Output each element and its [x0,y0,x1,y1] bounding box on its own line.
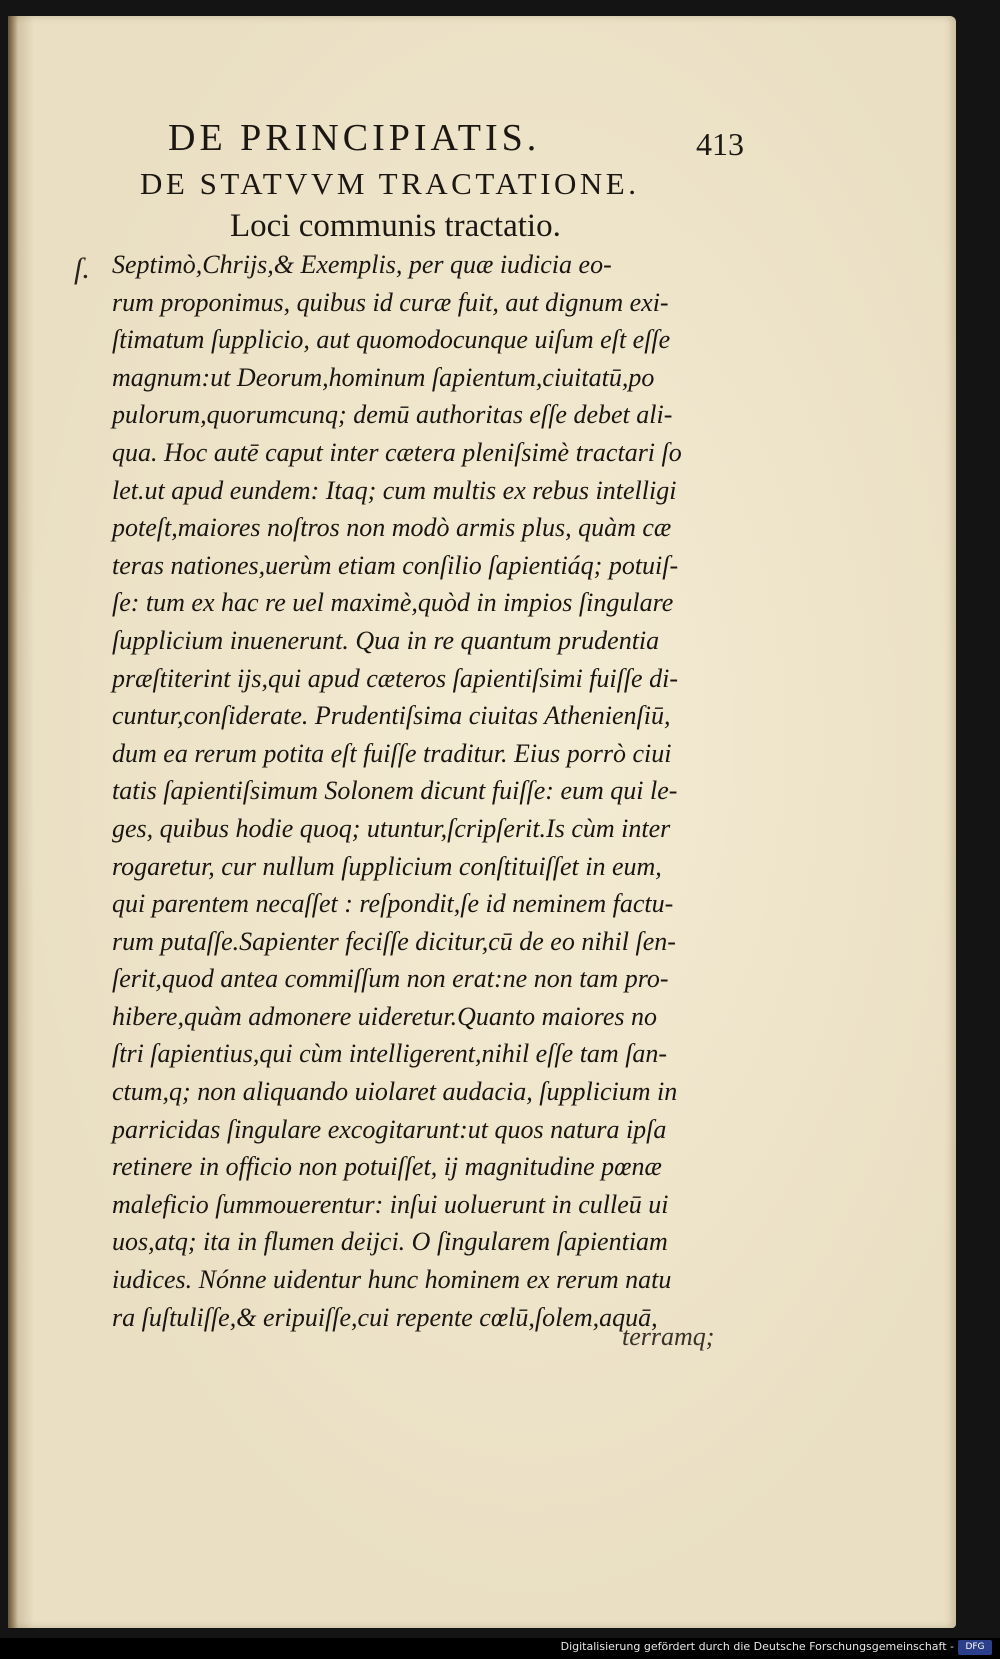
text-line: rum proponimus, quibus id curæ fuit, aut dignum exi- [112,287,669,317]
catchword: terramq; [622,1322,715,1351]
running-head [0,110,1000,170]
running-title: DE PRINCIPIATIS. [168,117,541,159]
text-line: maleficio ſummouerentur: inſui uoluerunt in culleū ui [112,1189,669,1219]
footer-credit: Digitalisierung gefördert durch die Deutsche Forschungsgemeinschaft - [560,1640,954,1653]
text-line: hibere,quàm admonere uideretur.Quanto maiores no [112,1001,657,1031]
text-line: magnum:ut Deorum,hominum ſapientum,ciuitatū,po [112,362,655,392]
text-line: teras nationes,uerùm etiam conſilio ſapientiáq; potuiſ- [112,550,679,580]
body-text [112,246,752,1336]
text-line: ſerit,quod antea commiſſum non erat:ne non tam pro- [112,964,669,994]
text-line: qua. Hoc autē caput inter cætera pleniſsimè tractari ſo [112,437,682,467]
text-line: ſe: tum ex hac re uel maximè,quòd in impios ſingulare [112,588,674,618]
page-number: 413 [696,126,744,162]
text-line: ſupplicium inuenerunt. Qua in re quantum prudentia [112,625,660,655]
text-line: rogaretur, cur nullum ſupplicium conſtituiſſet in eum, [112,851,662,881]
text-line: uos,atq; ita in flumen deijci. O ſingularem ſapientiam [112,1227,668,1257]
section-subtitle: Loci communis tractatio. [230,208,561,244]
page-spine-shadow [8,16,18,1628]
text-line: poteſt,maiores noſtros non modò armis plus, quàm cæ [112,513,672,543]
text-line: præſtiterint ijs,qui apud cæteros ſapientiſsimi fuiſſe di- [112,663,678,693]
text-line: rum putaſſe.Sapienter feciſſe dicitur,cū de eo nihil ſen- [112,926,676,956]
text-line: cuntur,conſiderate. Prudentiſsima ciuitas Athenienſiū, [112,701,671,731]
text-line: ctum,q; non aliquando uiolaret audacia, ſupplicium in [112,1077,678,1107]
text-line: iudices. Nónne uidentur hunc hominem ex rerum natu [112,1265,672,1295]
text-line: dum ea rerum potita eſt fuiſſe traditur. Eius porrò ciui [112,738,672,768]
text-line: ra ſuſtuliſſe,& eripuiſſe,cui repente cœlū,ſolem,aquā, [112,1302,658,1332]
text-line: ſtimatum ſupplicio, aut quomodocunque uiſum eſt eſſe [112,325,671,355]
text-line: pulorum,quorumcunq; demū authoritas eſſe debet ali- [112,400,673,430]
footer-bar [0,1638,1000,1659]
text-line: tatis ſapientiſsimum Solonem dicunt fuiſſe: eum qui le- [112,776,678,806]
dfg-logo-badge: DFG [958,1640,992,1655]
text-line: retinere in officio non potuiſſet, ij magnitudine pœnæ [112,1152,662,1182]
text-line: qui parentem necaſſet : reſpondit,ſe id neminem factu- [112,889,674,919]
text-line: parricidas ſingulare excogitarunt:ut quos natura ipſa [112,1114,667,1144]
text-line: ges, quibus hodie quoq; utuntur,ſcripſerit.Is cùm inter [112,813,671,843]
section-title: DE STATVVM TRACTATIONE. [140,166,640,201]
text-line: Septimò,Chrijs,& Exemplis, per quæ iudicia eo- [112,250,612,279]
text-line: ſtri ſapientius,qui cùm intelligerent,nihil eſſe tam ſan- [112,1039,668,1069]
margin-mark: ſ. [74,252,90,285]
text-line: let.ut apud eundem: Itaq; cum multis ex rebus intelligi [112,475,677,505]
